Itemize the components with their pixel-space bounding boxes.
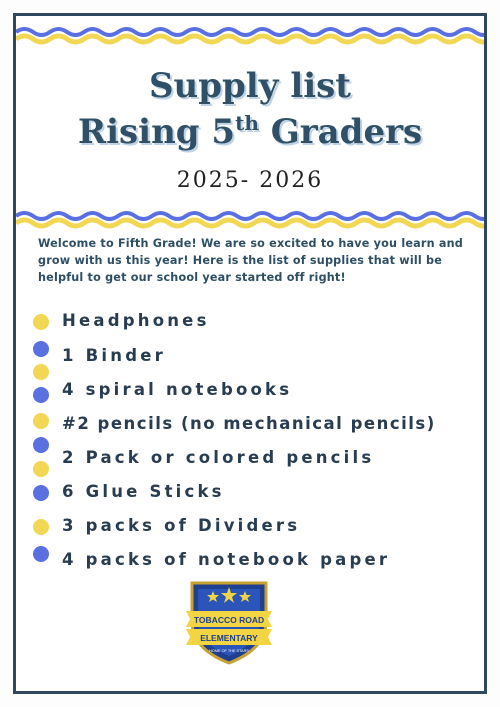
title-line-2 — [16, 111, 484, 152]
supply-item: 2 Pack or colored pencils — [62, 448, 375, 467]
decorative-wave-middle — [16, 206, 484, 232]
bullet-dot-blue — [33, 546, 49, 562]
supply-item: 3 packs of Dividers — [62, 516, 301, 535]
school-year: 2025- 2026 — [176, 168, 324, 193]
school-logo-crest — [184, 573, 274, 665]
supply-item: 4 packs of notebook paper — [62, 550, 391, 569]
bullet-dot-yellow — [33, 314, 49, 330]
supply-item: Headphones — [62, 311, 210, 330]
bullet-dot-yellow — [33, 519, 49, 535]
bullet-dot-yellow — [33, 364, 49, 380]
supply-item: 1 Binder — [62, 346, 166, 365]
title-graders: Graders — [258, 112, 423, 152]
bullet-dot-blue — [33, 341, 49, 357]
title-rising: Rising 5 — [77, 112, 236, 152]
page-frame — [13, 13, 487, 694]
bullet-dot-yellow — [33, 461, 49, 477]
bullet-dot-yellow — [33, 413, 49, 429]
supply-item: 4 spiral notebooks — [62, 380, 293, 399]
supply-item: #2 pencils (no mechanical pencils) — [62, 414, 436, 433]
title-line-1: Supply list — [148, 66, 351, 106]
intro-paragraph: Welcome to Fifth Grade! We are so excited to have you learn and grow with us this year! Here is the list of supplies that will be helpful to get our school year started off right! — [38, 237, 463, 284]
bullet-dot-blue — [33, 387, 49, 403]
logo-text-line1: TOBACCO ROAD — [193, 615, 265, 625]
title-superscript: th — [235, 111, 259, 135]
supply-item: 6 Glue Sticks — [62, 482, 225, 501]
decorative-wave-top — [16, 22, 484, 48]
logo-text-line2: ELEMENTARY — [200, 633, 258, 643]
bullet-dot-blue — [33, 437, 49, 453]
bullet-dot-blue — [33, 485, 49, 501]
logo-motto: HOME OF THE STARS — [209, 649, 249, 653]
